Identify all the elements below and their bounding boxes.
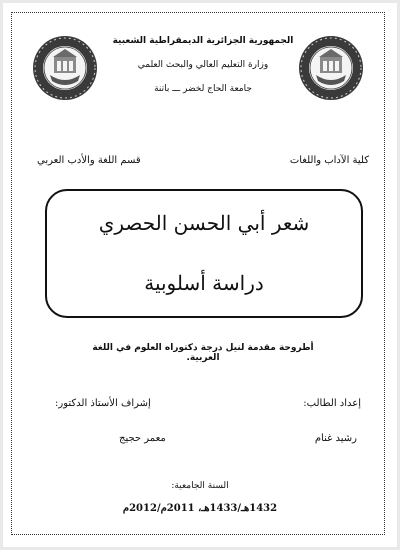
supervisor-label: إشراف الأستاذ الدكتور: <box>55 398 151 409</box>
institution-header <box>103 37 303 94</box>
thesis-title: شعر أبي الحسن الحصري <box>98 211 310 235</box>
thesis-subtitle: دراسة أسلوبية <box>144 271 264 295</box>
academic-year-label: السنة الجامعية: <box>171 481 229 491</box>
ministry-line: وزارة التعليم العالي والبحث العلمي <box>137 60 269 70</box>
thesis-description: أطروحة مقدمة لنيل درجة دكتوراه العلوم في اللغة العربية. <box>92 343 314 363</box>
university-line: جامعة الحاج لخضر ـــ باتنة <box>154 84 252 94</box>
student-label: إعداد الطالب: <box>303 398 361 409</box>
supervisor-name: معمر حجيج <box>119 433 166 444</box>
academic-year-value: 1432هـ/1433هـ، 2011م/2012م <box>122 503 278 514</box>
department-name: قسم اللغة والأدب العربي <box>37 155 141 166</box>
student-name: رشيد غنام <box>314 433 357 444</box>
university-seal-left <box>32 35 98 101</box>
republic-line: الجمهورية الجزائرية الديمقراطية الشعبية <box>112 36 294 46</box>
faculty-name: كلية الآداب واللغات <box>289 155 369 166</box>
university-seal-right <box>298 35 364 101</box>
title-box <box>45 189 363 318</box>
document-page <box>3 3 397 547</box>
